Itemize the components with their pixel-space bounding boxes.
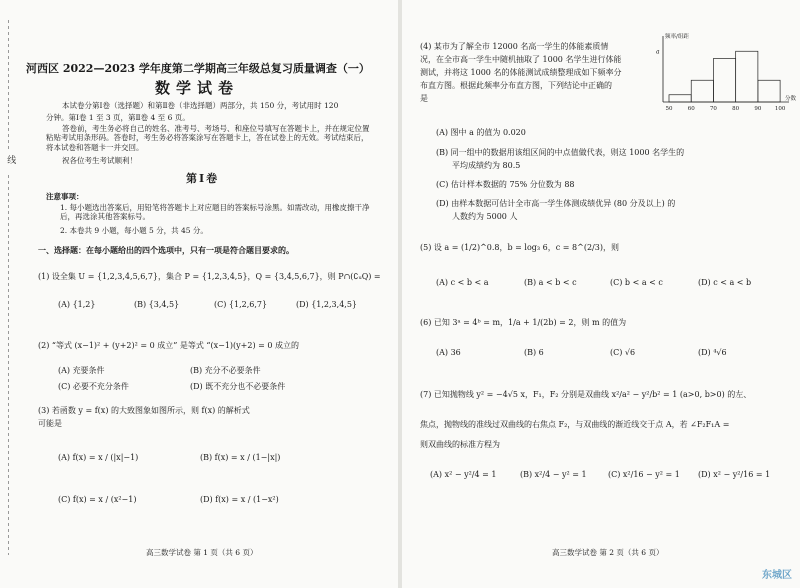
frequency-histogram (647, 32, 797, 114)
part-1-heading: 第Ⅰ卷 (186, 172, 220, 185)
histogram-bar (691, 80, 713, 102)
q2-option-d: (D) 既不充分也不必要条件 (190, 382, 286, 391)
q3-option-d: (D) f(x) = x / (1−x²) (200, 495, 279, 504)
notes-title: 注意事项： (46, 192, 84, 201)
histogram-bar (669, 95, 691, 102)
q4-stem-line-4: 布直方图。根据此频率分布直方图，下列结论中正确的 (420, 81, 612, 90)
q1-stem: (1) 设全集 U = {1,2,3,4,5,6,7}，集合 P = {1,2,3,4,5}，Q = {3,4,5,6,7}，则 P∩(∁ᵤQ) = (38, 272, 381, 281)
exam-title: 河西区 2022—2023 学年度第二学期高三年级总复习质量调查（一） (26, 62, 370, 75)
page-1-footer: 高三数学试卷 第 1 页（共 6 页） (146, 548, 258, 557)
q6-option-b: (B) 6 (524, 348, 544, 357)
intro-instructions: 答卷前，考生务必将自己的姓名、准考号、考场号、和座位号填写在答题卡上，并在规定位置粘贴考试用条形码。答卷时，考生务必将答案涂写在答题卡上，答在试卷上的无效。考试结束后，将本试卷和答题卡一并交回。 (46, 124, 370, 152)
y-axis-label: 频率/组距 (665, 34, 689, 40)
q6-option-a: (A) 36 (436, 348, 461, 357)
q7-stem-line-2: 焦点，抛物线的准线过双曲线的右焦点 F₂，与双曲线的渐近线交于点 A，若 ∠F₂F₁A = (420, 420, 730, 429)
q7-stem-line-3: 则双曲线的标准方程为 (420, 440, 500, 449)
x-tick-label: 90 (754, 106, 762, 112)
q4-stem-line-1: (4) 某市为了解全市 12000 名高一学生的体能素质情 (420, 42, 609, 51)
a-annotation: a (656, 48, 660, 56)
section-heading: 一、选择题：在每小题给出的四个选项中，只有一项是符合题目要求的。 (38, 245, 294, 255)
q3-stem-line-1: (3) 若函数 y = f(x) 的大致图象如图所示，则 f(x) 的解析式 (38, 406, 250, 415)
q4-option-d-line-2: 人数约为 5000 人 (452, 212, 518, 221)
q4-option-c: (C) 估计样本数据的 75% 分位数为 88 (436, 180, 575, 189)
left-page (0, 0, 398, 588)
x-axis-label: 分数 (785, 96, 797, 102)
q7-option-c: (C) x²/16 − y² = 1 (608, 470, 680, 479)
q6-option-c: (C) √6 (610, 348, 636, 357)
right-page (402, 0, 800, 588)
q6-option-d: (D) ⁴√6 (698, 348, 727, 357)
q4-option-d-line-1: (D) 由样本数据可估计全市高一学生体测成绩优异 (80 分及以上) 的 (436, 199, 676, 208)
q4-option-a: (A) 图中 a 的值为 0.020 (436, 128, 526, 137)
q1-option-c: (C) {1,2,6,7} (214, 300, 268, 309)
q2-option-c: (C) 必要不充分条件 (58, 382, 129, 391)
binding-dashed-line (8, 20, 9, 150)
q7-option-b: (B) x²/4 − y² = 1 (520, 470, 587, 479)
histogram-bar (758, 80, 780, 102)
q3-stem-line-2: 可能是 (38, 419, 62, 428)
subject-title: 数学试卷 (155, 79, 240, 97)
q2-stem: (2) “等式 (x−1)² + (y+2)² = 0 成立” 是等式 “(x−1)(y+2) = 0 成立的 (38, 341, 300, 350)
intro-wish: 祝各位考生考试顺利！ (62, 156, 137, 165)
q4-option-b-line-1: (B) 同一组中的数据用该组区间的中点值做代表，则这 1000 名学生的 (436, 148, 685, 157)
x-tick-label: 100 (774, 106, 786, 112)
intro-line-2: 分钟。第Ⅰ卷 1 至 3 页，第Ⅱ卷 4 至 6 页。 (46, 113, 190, 122)
q3-option-a: (A) f(x) = x / (|x|−1) (58, 453, 139, 462)
q4-stem-line-3: 测试，并将这 1000 名的体能测试成绩整理成如下频率分 (420, 68, 622, 77)
q5-stem: (5) 设 a = (1/2)^0.8，b = log₃ 6，c = 8^(2/3)，则 (420, 243, 619, 252)
q5-option-c: (C) b < a < c (610, 278, 663, 287)
watermark-logo: 东城区 (762, 569, 792, 581)
note-2: 2. 本卷共 9 小题，每小题 5 分，共 45 分。 (60, 226, 208, 235)
q5-option-d: (D) c < a < b (698, 278, 752, 287)
q6-stem: (6) 已知 3ᵃ = 4ᵇ = m，1/a + 1/(2b) = 2，则 m 的值为 (420, 318, 627, 327)
q4-stem-line-2: 况，在全市高一学生中随机抽取了 1000 名学生进行体能 (420, 55, 622, 64)
binding-dashed-line (8, 175, 9, 555)
q7-stem-line-1: (7) 已知抛物线 y² = −4√5 x，F₁，F₂ 分别是双曲线 x²/a² − y²/b² = 1 (a>0, b>0) 的左、 (420, 390, 752, 399)
q4-stem-line-5: 是 (420, 94, 428, 103)
q5-option-a: (A) c < b < a (436, 278, 489, 287)
histogram-bar (713, 59, 735, 103)
q1-option-a: (A) {1,2} (58, 300, 96, 309)
q1-option-d: (D) {1,2,3,4,5} (296, 300, 357, 309)
q3-option-c: (C) f(x) = x / (x²−1) (58, 495, 137, 504)
q7-option-d: (D) x² − y²/16 = 1 (698, 470, 771, 479)
x-tick-label: 70 (709, 106, 717, 112)
page-2-footer: 高三数学试卷 第 2 页（共 6 页） (552, 548, 664, 557)
x-tick-label: 60 (687, 106, 695, 112)
x-tick-label: 80 (732, 106, 740, 112)
q3-option-b: (B) f(x) = x / (1−|x|) (200, 453, 281, 462)
q2-option-a: (A) 充要条件 (58, 366, 105, 375)
q1-option-b: (B) {3,4,5} (134, 300, 180, 309)
q5-option-b: (B) a < b < c (524, 278, 577, 287)
histogram-bar (736, 51, 758, 102)
x-tick-label: 50 (665, 106, 673, 112)
q2-option-b: (B) 充分不必要条件 (190, 366, 261, 375)
binding-line-label: 线 (5, 155, 16, 164)
q7-option-a: (A) x² − y²/4 = 1 (430, 470, 497, 479)
intro-line-1: 本试卷分第Ⅰ卷（选择题）和第Ⅱ卷（非选择题）两部分，共 150 分，考试用时 120 (62, 101, 339, 110)
note-1: 1. 每小题选出答案后，用铅笔将答题卡上对应题目的答案标号涂黑。如需改动，用橡皮擦干净后，再选涂其他答案标号。 (60, 203, 370, 222)
q4-option-b-line-2: 平均成绩约为 80.5 (452, 161, 521, 170)
